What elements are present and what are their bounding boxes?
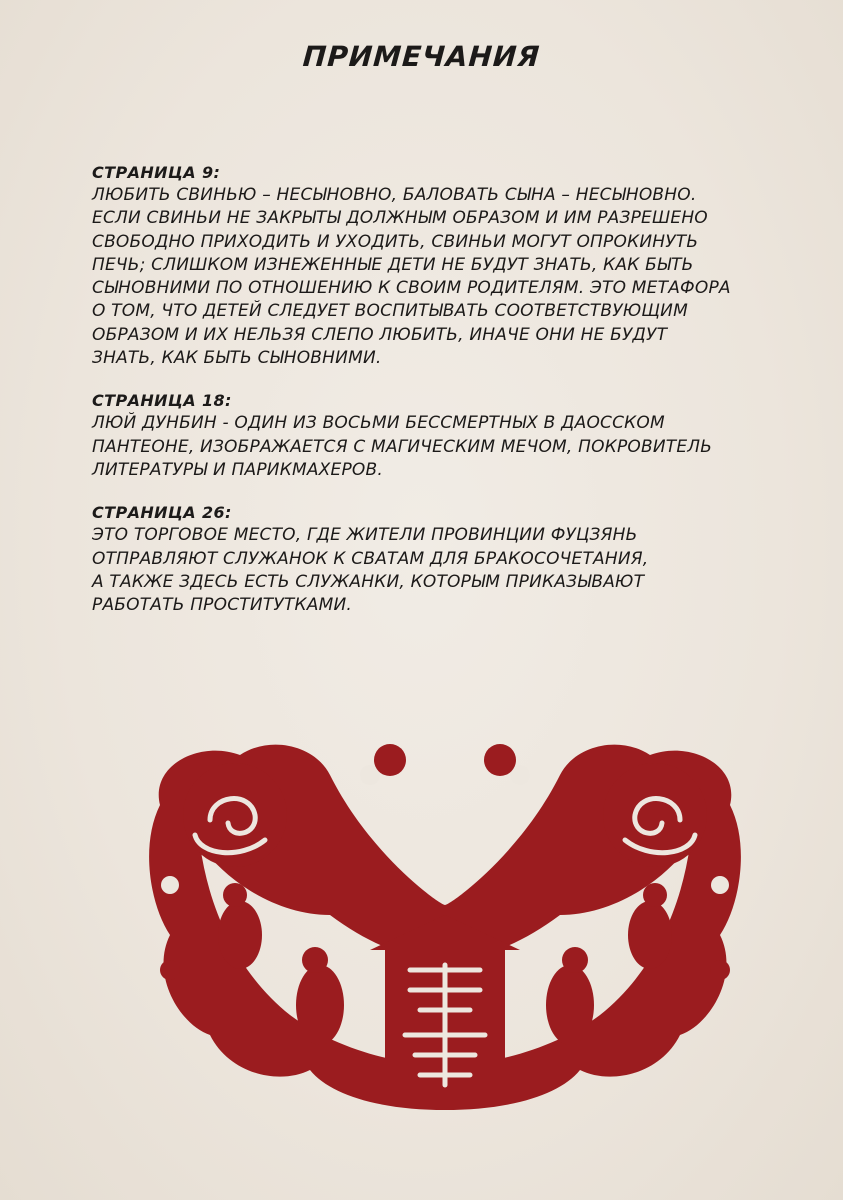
note-text: ЭТО ТОРГОВОЕ МЕСТО, ГДЕ ЖИТЕЛИ ПРОВИНЦИИ ФУЦЗЯНЬ ОТПРАВЛЯЮТ СЛУЖАНОК К СВАТАМ ДЛЯ БРАКОСОЧЕТАНИЯ, А ТАКЖЕ ЗДЕСЬ ЕСТЬ СЛУЖАНКИ, КОТОРЫМ ПРИКАЗЫВАЮТ РАБОТАТЬ ПРОСТИТУТКАМИ. bbox=[92, 525, 649, 616]
note-label: СТРАНИЦА 18: bbox=[92, 391, 232, 411]
note-page-26 bbox=[92, 502, 772, 617]
notes-list bbox=[92, 162, 772, 637]
note-page-9 bbox=[92, 162, 772, 370]
note-label: СТРАНИЦА 26: bbox=[92, 503, 232, 523]
papercut-collar-ornament-icon bbox=[140, 735, 750, 1125]
note-page-18 bbox=[92, 390, 772, 482]
page-title: ПРИМЕЧАНИЯ bbox=[301, 40, 542, 73]
note-label: СТРАНИЦА 9: bbox=[92, 163, 221, 182]
note-text: ЛЮБИТЬ СВИНЬЮ – НЕСЫНОВНО, БАЛОВАТЬ СЫНА – НЕСЫНОВНО. ЕСЛИ СВИНЬИ НЕ ЗАКРЫТЫ ДОЛЖНЫМ ОБРАЗОМ И ИМ РАЗРЕШЕНО СВОБОДНО ПРИХОДИТЬ И УХОДИТЬ, СВИНЬИ МОГУТ ОПРОКИНУТЬ ПЕЧЬ; СЛИШКОМ ИЗНЕЖЕННЫЕ ДЕТИ НЕ БУДУТ ЗНАТЬ, КАК БЫТЬ СЫНОВНИМИ ПО ОТНОШЕНИЮ К СВОИМ РОДИТЕЛЯМ. ЭТО МЕТАФОРА О ТОМ, ЧТО ДЕТЕЙ СЛЕДУЕТ ВОСПИТЫВАТЬ СООТВЕТСТВУЮЩИМ ОБРАЗОМ И ИХ НЕЛЬЗЯ СЛЕПО ЛЮБИТЬ, ИНАЧЕ ОНИ НЕ БУДУТ ЗНАТЬ, КАК БЫТЬ СЫНОВНИМИ. bbox=[92, 185, 731, 369]
note-text: ЛЮЙ ДУНБИН - ОДИН ИЗ ВОСЬМИ БЕССМЕРТНЫХ В ДАОССКОМ ПАНТЕОНЕ, ИЗОБРАЖАЕТСЯ С МАГИЧЕСКИМ МЕЧОМ, ПОКРОВИТЕЛЬ ЛИТЕРАТУРЫ И ПАРИКМАХЕРОВ. bbox=[92, 413, 713, 480]
